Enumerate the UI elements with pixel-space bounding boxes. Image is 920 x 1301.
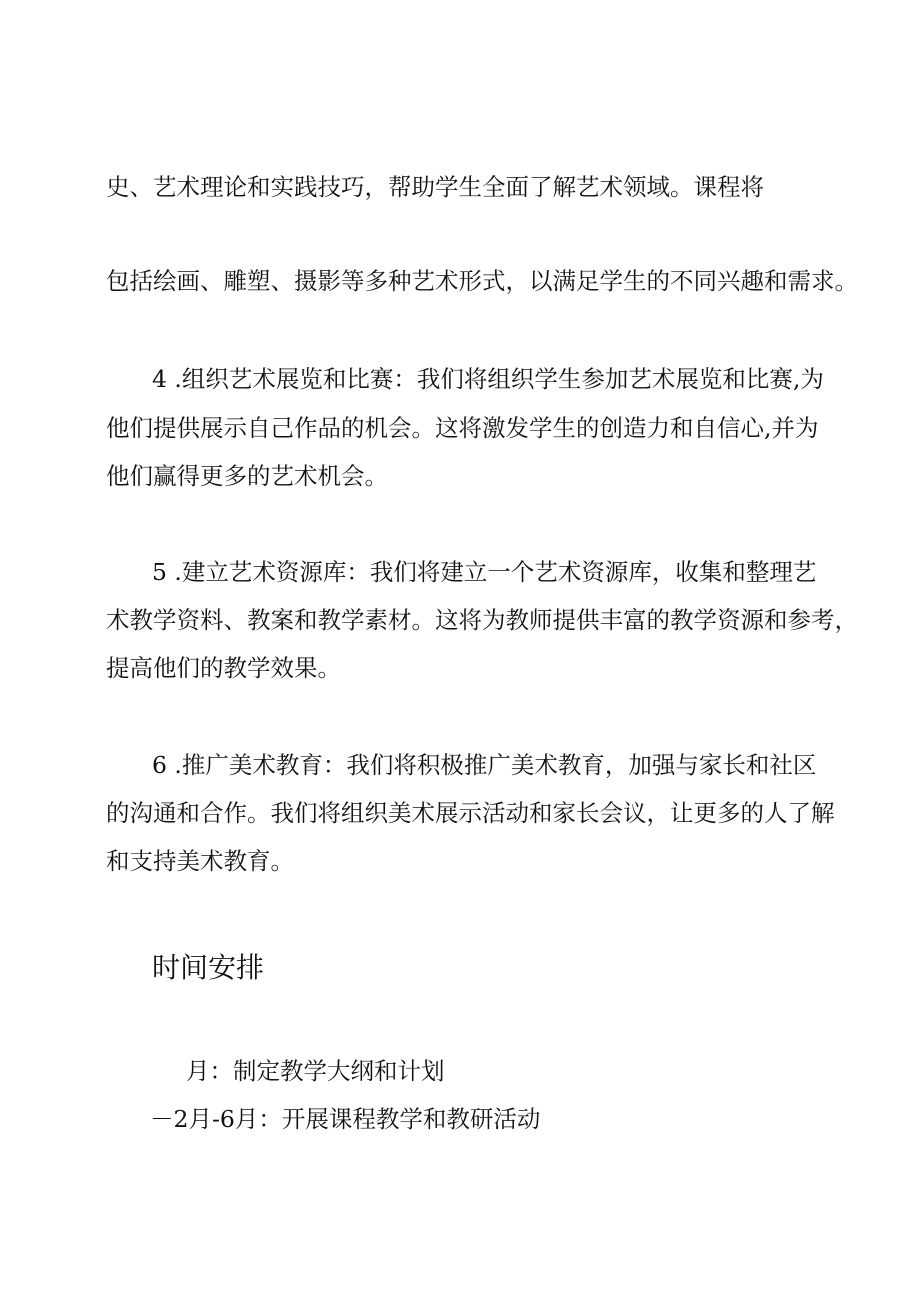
schedule-line-1: 月：制定教学大纲和计划 (186, 1057, 445, 1085)
item4-line-2: 他们提供展示自己作品的机会。这将激发学生的创造力和自信心,并为 (106, 414, 819, 442)
item5-line-2: 术教学资料、教案和教学素材。这将为教师提供丰富的教学资源和参考， (106, 606, 858, 634)
item5-line-3: 提高他们的教学效果。 (106, 654, 341, 682)
schedule-line-2: －2月-6月：开展课程教学和教研活动 (150, 1105, 541, 1133)
intro-line-1: 史、艺术理论和实践技巧，帮助学生全面了解艺术领域。课程将 (106, 173, 764, 201)
item6-line-1: 6 .推广美术教育：我们将积极推广美术教育，加强与家长和社区 (152, 751, 817, 779)
item4-line-3: 他们赢得更多的艺术机会。 (106, 462, 388, 490)
item5-line-1: 5 .建立艺术资源库：我们将建立一个艺术资源库，收集和整理艺 (152, 558, 817, 586)
item4-line-1: 4 .组织艺术展览和比赛：我们将组织学生参加艺术展览和比赛,为 (152, 365, 824, 393)
section-heading-schedule: 时间安排 (152, 951, 265, 984)
item6-line-2: 的沟通和合作。我们将组织美术展示活动和家长会议，让更多的人了解 (106, 799, 835, 827)
item6-line-3: 和支持美术教育。 (106, 847, 294, 875)
intro-line-2: 包括绘画、雕塑、摄影等多种艺术形式，以满足学生的不同兴趣和需求。 (106, 267, 858, 295)
